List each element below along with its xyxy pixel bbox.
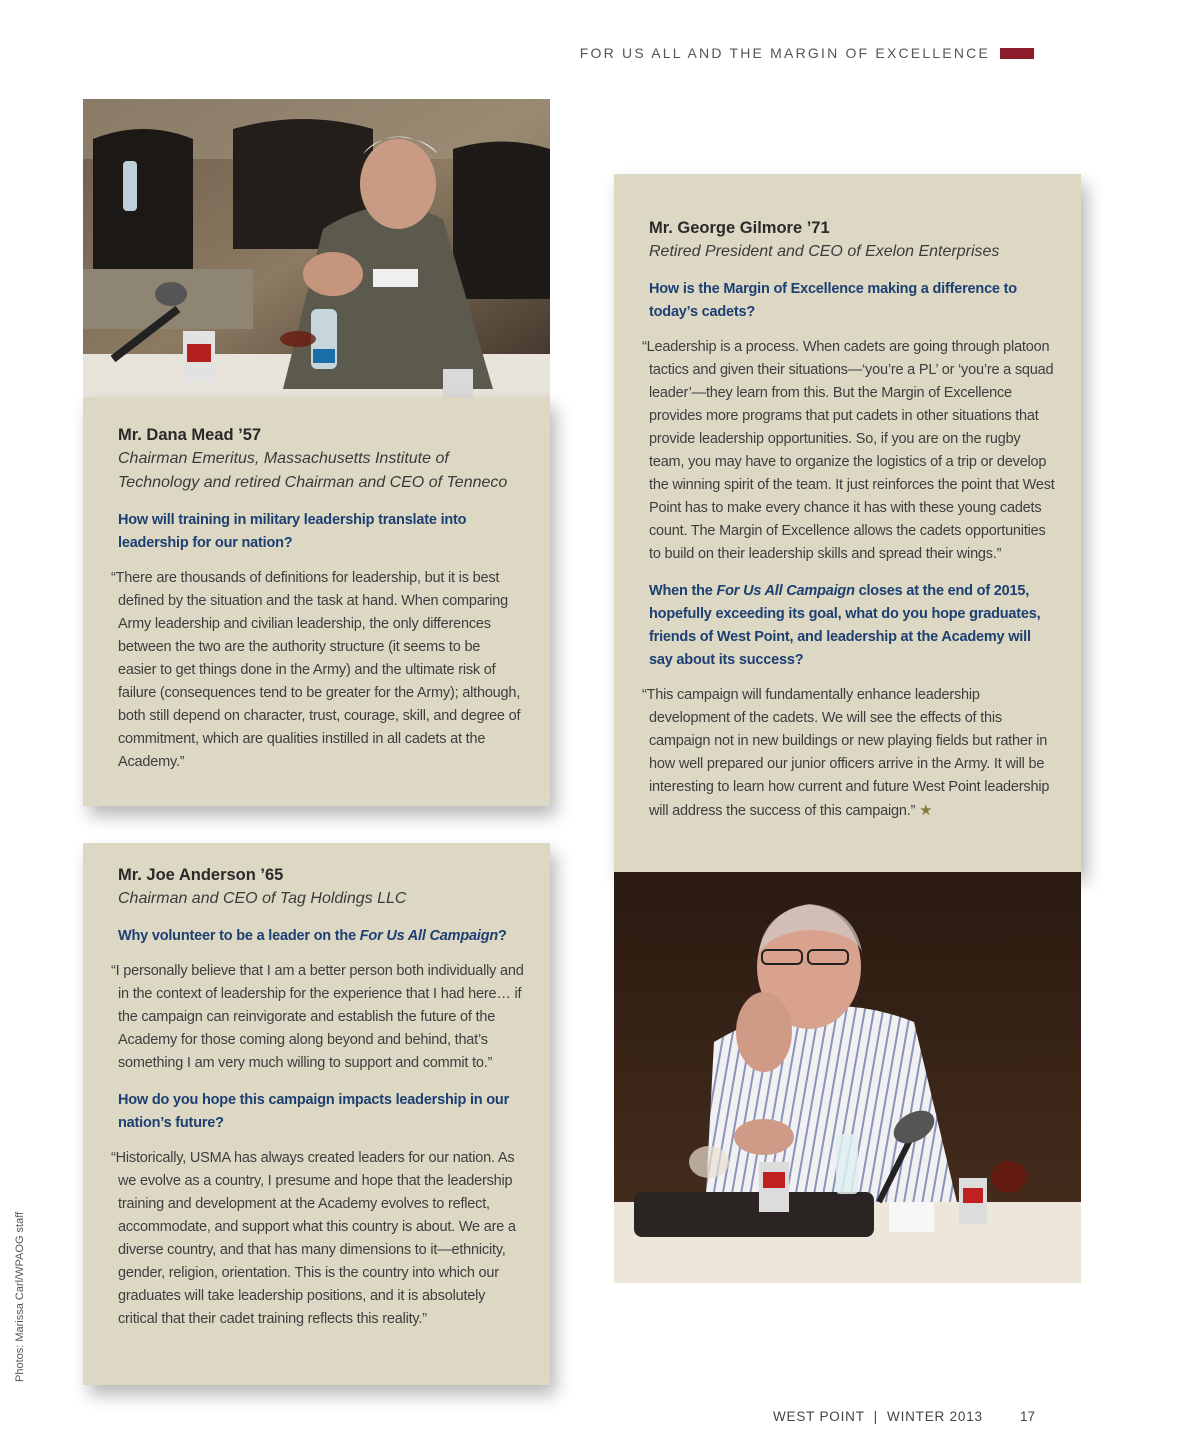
interview-answer: “There are thousands of definitions for leadership, but it is best defined by the situation and the task at hand. When comparing Army leadership and civilian leadership, the only differences between the two are the authority structure (it seems to be easier to get things done in the Army) and the ultimate risk of failure (consequences tend to be greater for the Army); although, both still depend on character, trust, courage, skill, and degree of commitment, which are qualities instilled in all cadets at the Academy.” — [111, 570, 521, 770]
interview-answer: “This campaign will fundamentally enhance leadership development of the cadets. We will see the effects of this campaign not in new buildings or new playing fields but rather in how well prepared our junior officers arrive in the Army. It will be interesting to learn how current and future West Point leadership will address the success of this campaign.” ★ — [642, 687, 1050, 819]
person-name: Mr. Joe Anderson ’65 — [118, 866, 284, 884]
photo-credit: Photos: Marissa Carl/WPAOG staff — [14, 1211, 26, 1382]
publication-footer: WEST POINT | WINTER 2013 — [773, 1409, 983, 1424]
end-star-icon: ★ — [919, 802, 933, 819]
person-role: Chairman Emeritus, Massachusetts Institute of Technology and retired Chairman and CEO of Tenneco — [118, 450, 508, 491]
campaign-name: For Us All Campaign — [716, 583, 855, 599]
accent-bar — [1000, 48, 1034, 59]
section-title: FOR US ALL AND THE MARGIN OF EXCELLENCE — [579, 45, 990, 61]
person-name: Mr. George Gilmore ’71 — [649, 219, 830, 237]
card-dana-mead — [83, 397, 550, 806]
interview-answer: “Leadership is a process. When cadets are going through platoon tactics and given their situations—‘you’re a PL’ or ‘you’re a squad leader’—they learn from this. But the Margin of Excellence provides more programs that put cadets in other situations that provide leadership opportunities. So, if you are on the rugby team, you may have to organize the logistics of a trip or develop the winning spirit of the team. It just reinforces the point that West Point has to make every chance it has with these young cadets count. The Margin of Excellence allows the cadets opportunities to build on their leadership skills and spread their wings.” — [642, 339, 1055, 562]
campaign-name: For Us All Campaign — [359, 928, 499, 944]
photo-dana-mead — [83, 99, 550, 397]
card-joe-anderson — [83, 843, 550, 1385]
person-role: Retired President and CEO of Exelon Enterprises — [649, 243, 1000, 260]
interview-question: How will training in military leadership translate into leadership for our nation? — [118, 512, 467, 551]
section-header — [580, 45, 1034, 61]
person-name: Mr. Dana Mead ’57 — [118, 426, 262, 444]
interview-question: When the For Us All Campaign closes at the end of 2015, hopefully exceeding its goal, what do you hope graduates, friends of West Point, and leadership at the Academy will say about its success? — [649, 583, 1041, 668]
person-role: Chairman and CEO of Tag Holdings LLC — [118, 890, 407, 907]
page-number: 17 — [1020, 1409, 1036, 1424]
interview-question: How do you hope this campaign impacts leadership in our nation’s future? — [118, 1092, 510, 1131]
interview-answer: “Historically, USMA has always created leaders for our nation. As we evolve as a country, I presume and hope that the leadership training and development at the Academy evolves to reflect, accommodate, and support what this country is about. We are a diverse country, and that has many dimensions to it—ethnicity, gender, religion, orientation. This is the country into which our graduates will take leadership positions, and it is absolutely critical that their cadet training reflects this reality.” — [111, 1150, 516, 1327]
interview-question: Why volunteer to be a leader on the For Us All Campaign? — [118, 928, 507, 944]
interview-question: How is the Margin of Excellence making a difference to today’s cadets? — [649, 281, 1017, 320]
interview-answer: “I personally believe that I am a better person both individually and in the context of leadership for the experience that I had here… if the campaign can reinvigorate and establish the future of the Academy for those coming along beyond and behind, that’s something I am very much willing to support and commit to.” — [111, 963, 524, 1071]
photo-george-gilmore — [614, 872, 1081, 1283]
card-george-gilmore — [614, 174, 1081, 872]
